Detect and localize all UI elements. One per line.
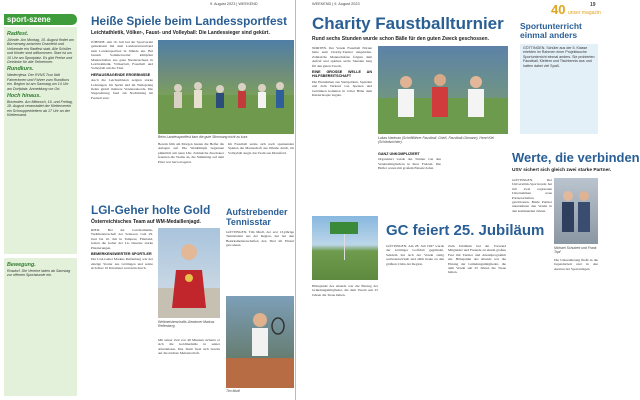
sidebar-text: Jühnde. Am Montag, 15. August findet am Bürmerweg zwischen Dramfeld und Volkerode ein Radfest statt. Alle Schüler und Kinder sind willkommen. Start ist um 10 Uhr am Sportplatz. Es gibt Preise und Getränke für alle Teilnehmer. — [7, 38, 74, 65]
section-rubric: sport-szene — [4, 14, 77, 25]
photo-caption: Tim Mudl — [226, 389, 240, 393]
article-text: JÜHNDE. Am 10. Juli lud der Sportverein gemeinsam mit dem Landesturnverband zum Landessportfest in Jühnde ein. Bei bestem Sommerwetter kämpften Mannschaften aus ganz Niedersachsen in Leichtathletik, Völkerball, Faustball und Volleyball um die Titel. — [91, 40, 153, 71]
article-text: GÖTTINGEN. Der Universitäts-Sportverein hat mit zwei regionalen Unternehmen neue Partnerschaften geschlossen. Beide Partner unterstützen den Verein in den kommenden Jahren. — [512, 178, 552, 213]
article-text: GÖTTINGEN. Tim Mudl, der erst 13-jährige Tennistalent aus der Region, hat bei den Bezirksmeisterschaften den Titel im Einzel gewonnen. — [226, 230, 294, 248]
article-subheading: BEMERKENSWERTER SPORTLER — [91, 252, 152, 257]
article-text: RIED. Bei der Leichtathletik-Weltmeisterschaft der Senioren vom 29. Juni bis 10. Juli in Tampere, Finnland, holten die Geher der LG Innerste starke Platzierungen. — [91, 228, 153, 250]
photo-caption: Beim Landessportfest kam die gute Stimmung nicht zu kurz. — [158, 135, 249, 139]
article-column — [91, 40, 153, 200]
tennis-player-photo — [226, 296, 294, 388]
article-subheading: EINE GROSSE WELLE AN HILFSBEREITSCHAFT — [312, 70, 372, 79]
photo-caption: Lukas Hartman (Schriftführer Faustball, Grieß, Faustball-Obmann), Henri Kiel (Schiedsrichter). — [378, 136, 495, 144]
page-number: 19 — [590, 2, 596, 8]
article-column — [91, 228, 153, 396]
article-text: Organisiert wurde das Turnier von den Vereinsmitgliedern in ihrer Freizeit. Die Helfer waren mit großem Einsatz dabei. — [378, 157, 441, 171]
article-title: Heiße Spiele beim Landessportfest — [91, 14, 288, 28]
article-column — [228, 142, 294, 200]
article-subtitle: Österreichisches Team auf WM-Medaillenjagd. — [91, 219, 201, 225]
article-title: GC feiert 25. Jubiläum — [386, 222, 545, 239]
sidebar-heading: Rundkurs. — [7, 66, 34, 73]
article-column — [312, 284, 378, 396]
article-title: Charity Faustballturnier — [312, 14, 504, 33]
article-subtitle: USV sichert sich gleich zwei starke Partner. — [512, 168, 612, 173]
athlete-photo — [158, 228, 220, 318]
article-column — [158, 338, 220, 396]
sidebar-title: Sportunterricht einmal anders — [520, 21, 582, 40]
article-column — [226, 230, 294, 292]
sidebar-text: Rosdorf. Die Vereine laden ab Samstag zur offenen Sportstunde ein. — [7, 269, 71, 278]
article-column — [378, 150, 441, 218]
sidebar-text: Bovenden. Am Mittwoch, 16. und Freitag, 18. August veranstaltet der Kletterverein ein Schnupperklettern ab 17 Uhr an der Kletterwand. — [7, 100, 73, 118]
article-text: Höhepunkt des Abends war die Ehrung der Gründungsmitglieder, die dem Verein seit 25 Jahren die Treue halten. — [448, 257, 507, 275]
photo-caption: Michael Schubert und Frank Topf — [554, 246, 597, 254]
svg-text:40: 40 — [551, 2, 566, 17]
sidebar-heading: Radfest. — [7, 31, 29, 37]
sidebar-news-top — [4, 27, 77, 254]
article-title: Werte, die verbinden — [512, 150, 640, 165]
article-column — [386, 244, 444, 396]
article-text: NÖRTEN. Der Verein Faustball Nörten hatte zum Charity-Turnier eingeladen. Zahlreiche Mannschaften folgten dem Aufruf und spielten sechs Stunden lang für den guten Zweck. — [312, 46, 372, 68]
article-text: Auch die Leichtathleten zeigten starke Leistungen. Im Sprint und im Weitsprung fielen gleich mehrere Vereinsrekorde. Die Siegerehrung fand am Nachmittag im Festzelt statt. — [91, 78, 153, 100]
golf-club-photo — [312, 216, 378, 280]
article-column — [512, 178, 552, 328]
sidebar-text: Niedernjesa. Der RVNS Tour lädt Fahrerinnen und Fahrer zum Rundkurs ein. Beginn ist am Samstag um 14 Uhr am Dorfplatz. Anmeldung vor Ort. — [7, 73, 70, 91]
article-text: Die Einnahmen aus Startgeldern, Spenden und dem Verkauf von Speisen und Getränken kommen in voller Höhe dem Kinderhospiz zugute. — [312, 79, 372, 98]
partners-photo — [554, 178, 598, 244]
right-page — [300, 0, 640, 400]
sidebar-news-bottom — [4, 258, 77, 396]
article-subheading: GANZ UNKOMPLIZIERT — [378, 152, 420, 156]
article-subtitle: Leichtathletik, Völker-, Faust- und Volleyball: Die Landessieger sind gekürt. — [91, 30, 270, 36]
article-column — [448, 244, 506, 396]
right-page-header: WEEKEND | 9. August 2023 — [312, 2, 360, 6]
left-page-header: 9. August 2023 | WEEKEND — [210, 2, 258, 6]
sidebar-heading: Hoch hinaus. — [7, 93, 41, 100]
article-column — [312, 46, 372, 216]
charity-team-photo — [378, 46, 508, 134]
article-column — [554, 258, 598, 396]
sidebar-box — [520, 44, 598, 134]
article-text: Der LGI-Geher Markus Reifenberg war der einzige Starter aus Göttingen und setzte sich über 10 Kilometer souverän durch. — [91, 257, 153, 271]
sidebar-heading: Bewegung. — [7, 262, 36, 268]
article-text: Bereits früh am Morgen bauten die Helfer die Anlagen auf. Die Wettkämpfe begannen pünktlich um neun Uhr. Zahlreiche Zuschauer feuerten die Teams an, die Stimmung auf dem Platz war hervorragend. — [158, 142, 224, 164]
article-title: Aufstrebender Tennisstar — [226, 207, 288, 227]
article-subtitle: Rund sechs Stunden wurde schon Bälle für den guten Zweck geschossen. — [312, 36, 489, 42]
article-text: Höhepunkt des Abends war die Ehrung der Gründungsmitglieder, die dem Verein seit 25 Jahren die Treue halten. — [312, 284, 378, 297]
left-page — [0, 0, 296, 400]
article-title: LGI-Geher holte Gold — [91, 203, 211, 217]
svg-text:unser magazin: unser magazin — [568, 10, 601, 16]
article-subheading: HERAUSRAGENDE ERGEBNISSE — [91, 72, 151, 77]
article-text: Im Faustball setzte sich nach spannenden Spielen die Mannschaft aus Jühnde durch, im Volleyball siegte das Team aus Dransfeld. — [228, 142, 294, 155]
article-text: Mit seiner Zeit von 48 Minuten sicherte er sich die Goldmedaille in seiner Altersklasse. Das Team freut sich bereits auf die nächste Meisterschaft. — [158, 338, 220, 356]
photo-caption: Weltmeisterschafts-Gewinner Markus Reifenberg — [158, 320, 215, 328]
article-text: GÖTTINGEN. Am 28. Juli 1997 wurde der Göttinger Golfclub gegründet. Seitdem hat sich der Verein stetig weiterentwickelt und zählt heute zu den größten Clubs der Region. — [386, 244, 444, 266]
article-text: Die Unterstützung fließt in die Jugendarbeit und in den Ausbau der Sportanlagen. — [554, 258, 598, 271]
sports-festival-photo — [158, 40, 294, 134]
article-text: Zum Jubiläum lud der Vorstand Mitglieder und Freunde zu einem großen Fest mit Turnier und Abendprogramm ein. — [448, 244, 506, 262]
sidebar-text: GÖTTINGEN. Schüler aus der 5. Klasse erlebten im Rahmen einer Projektwoche Sportunterricht einmal anders. Sie probierten Faustball, Klettern und Tischtennis aus und hatten dabei viel Spaß. — [523, 46, 595, 68]
